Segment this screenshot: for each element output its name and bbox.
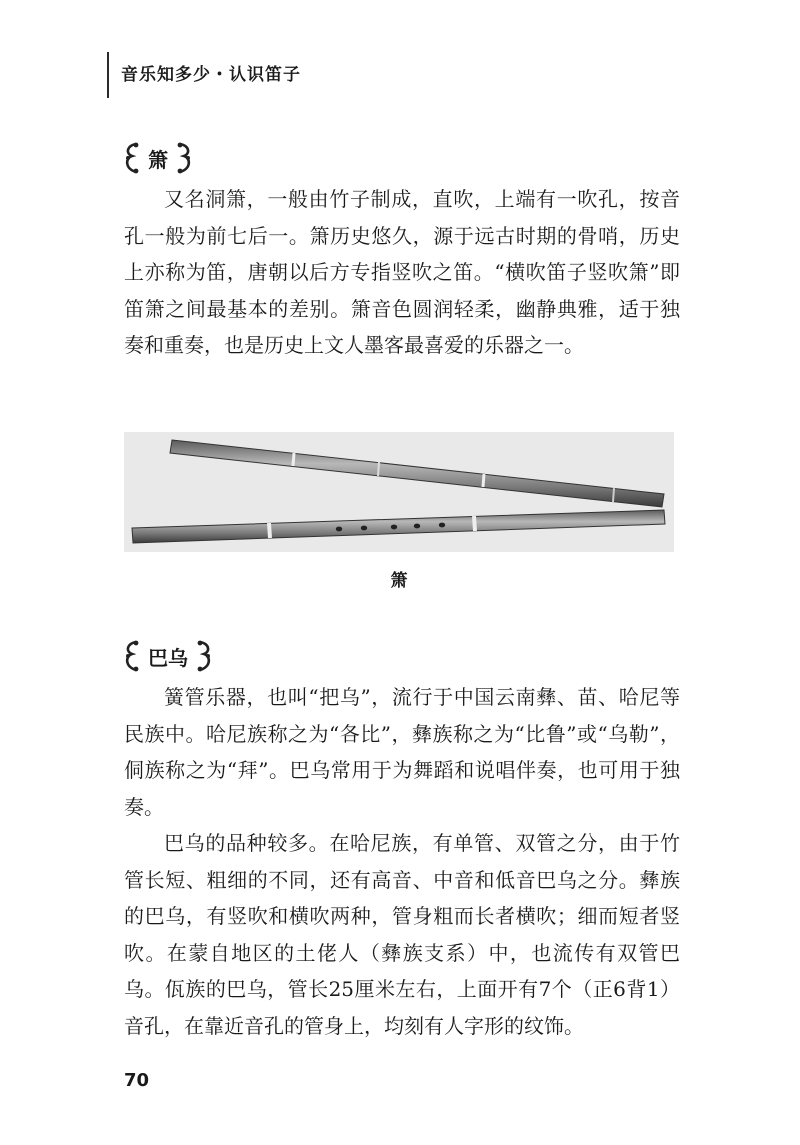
right-ornament-icon xyxy=(194,639,216,673)
xiao-flutes-image xyxy=(124,432,674,552)
left-ornament-icon xyxy=(120,141,142,175)
page-number: 70 xyxy=(124,1070,150,1091)
right-ornament-icon xyxy=(174,141,196,175)
section-title: 箫 xyxy=(148,147,168,172)
xiao-photo xyxy=(124,432,674,552)
figure-caption: 箫 xyxy=(390,571,408,591)
header-rule xyxy=(107,52,109,98)
running-header: 音乐知多少・认识笛子 xyxy=(121,65,301,85)
paragraph: 又名洞箫，一般由竹子制成，直吹，上端有一吹孔，按音孔一般为前七后一。箫历史悠久，源于远古时期的骨哨，历史上亦称为笛，唐朝以后方专指竖吹之笛。“横吹笛子竖吹箫”即笛箫之间最基本的差别。箫音色圆润轻柔，幽静典雅，适于独奏和重奏，也是历史上文人墨客最喜爱的乐器之一。 xyxy=(124,187,680,357)
left-ornament-icon xyxy=(120,639,142,673)
paragraph: 簧管乐器，也叫“把乌”，流行于中国云南彝、苗、哈尼等民族中。哈尼族称之为“各比”，彝族称之为“比鲁”或“乌勒”，侗族称之为“拜”。巴乌常用于为舞蹈和说唱伴奏，也可用于独奏。 xyxy=(124,685,680,819)
section-heading-bawu xyxy=(120,636,216,676)
paragraph: 巴乌的品种较多。在哈尼族，有单管、双管之分，由于竹管长短、粗细的不同，还有高音、中音和低音巴乌之分。彝族的巴乌，有竖吹和横吹两种，管身粗而长者横吹；细而短者竖吹。在蒙自地区的土佬人（彝族支系）中，也流传有双管巴乌。佤族的巴乌，管长25厘米左右，上面开有7个（正6背1）音孔，在靠近音孔的管身上，均刻有人字形的纹饰。 xyxy=(124,831,680,1038)
section-heading-xiao xyxy=(120,138,196,178)
section-title: 巴乌 xyxy=(148,645,188,670)
